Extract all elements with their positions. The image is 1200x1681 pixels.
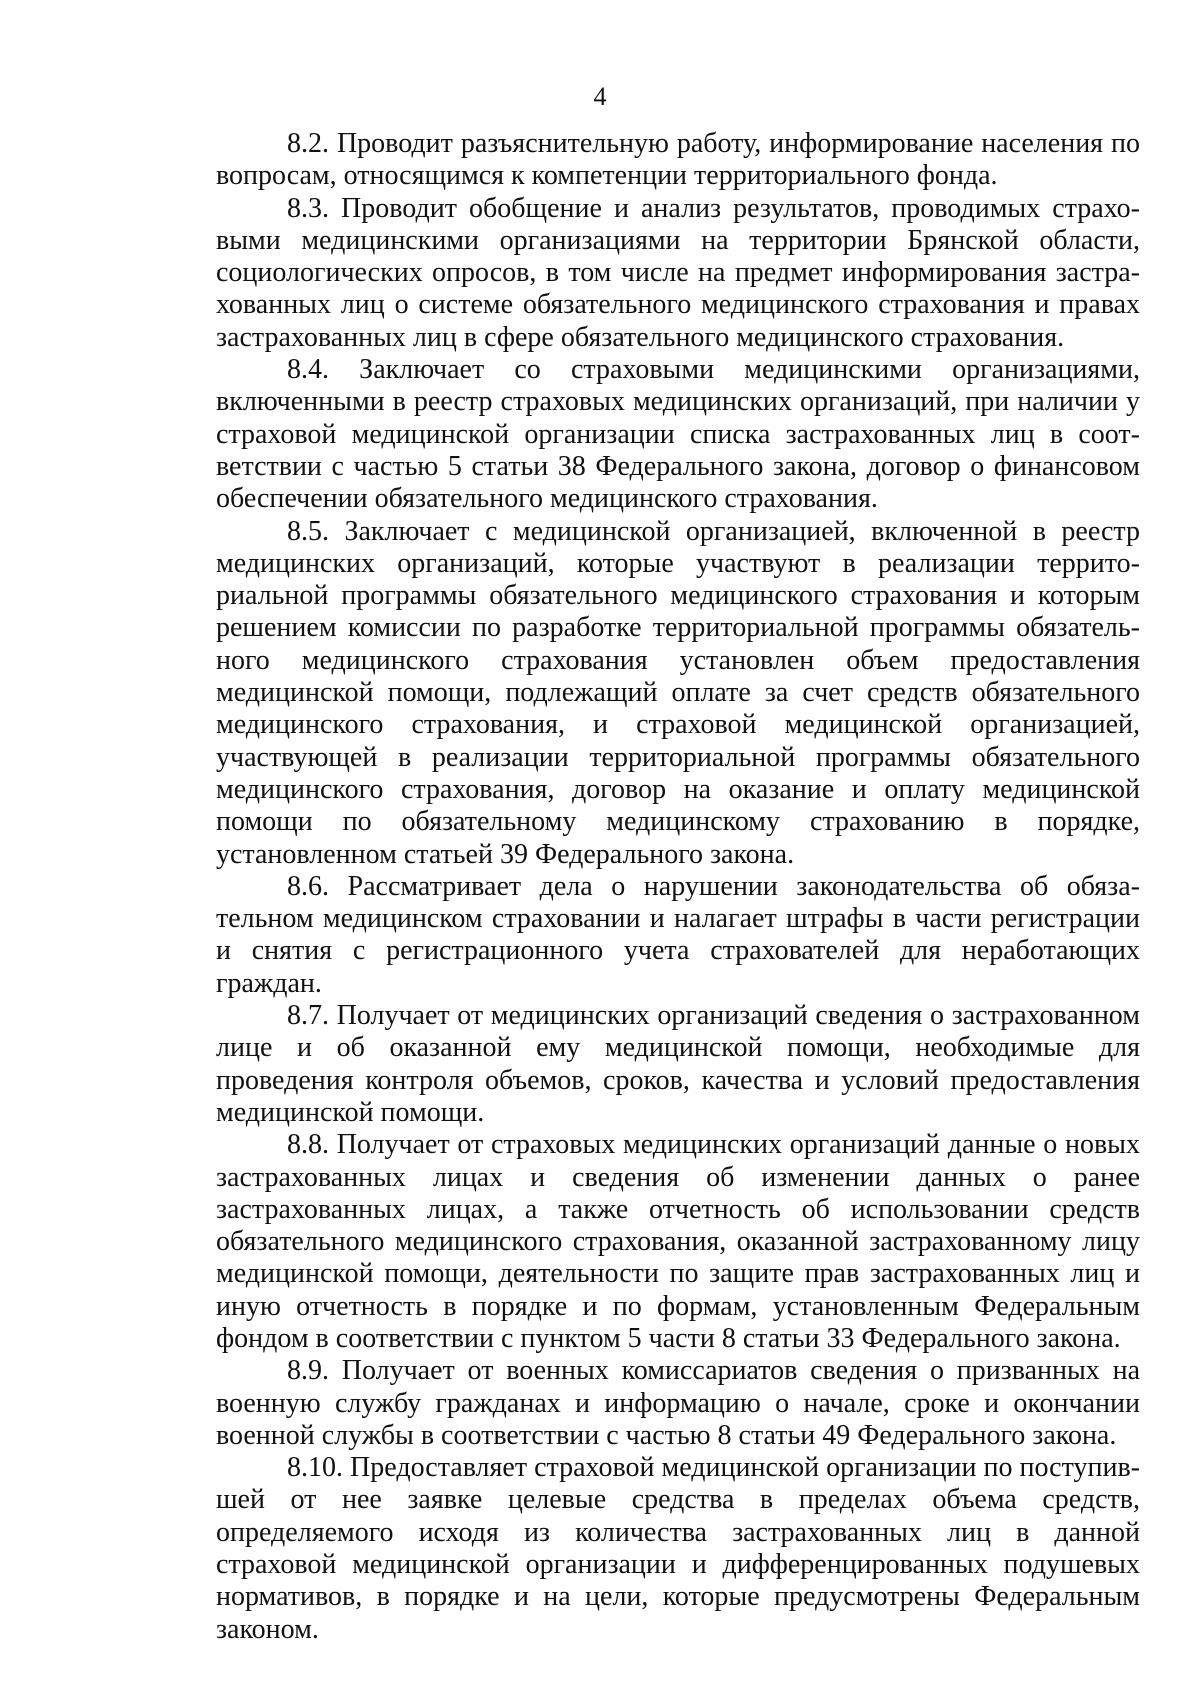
- paragraph-8-6: 8.6. Рассматривает дела о нарушении законодательства об обязательном медицинском страховании и налагает штрафы в части регистрации и снятия с регистрационного учета страхователей для неработающих граждан.: [216, 870, 1140, 999]
- paragraph-8-5: 8.5. Заключает с медицинской организацией, включенной в реестр медицинских организаций, которые участвуют в реализации территориальной программы обязательного медицинского страхования и которым решением комиссии по разработке территориальной программы обязательного медицинского страхования установлен объем предоставления медицинской помощи, подлежащий оплате за счет средств обязательного медицинского страхования, и страховой медицинской организацией, участвующей в реализации территориальной программы обязательного медицинского страхования, договор на оказание и оплату медицинской помощи по обязательному медицинскому страхованию в порядке, установленном статьей 39 Федерального закона.: [216, 515, 1140, 870]
- page-number: 4: [593, 82, 607, 111]
- paragraph-8-7: 8.7. Получает от медицинских организаций сведения о застрахованном лице и об оказанной ему медицинской помощи, необходимые для проведения контроля объемов, сроков, качества и условий предоставления медицинской помощи.: [216, 1000, 1140, 1128]
- paragraph-8-8: 8.8. Получает от страховых медицинских организаций данные о новых застрахованных лицах и сведения об изменении данных о ранее застрахованных лицах, а также отчетность об использовании средств обязательного медицинского страхования, оказанной застрахованному лицу медицинской помощи, деятельности по защите прав застрахованных лиц и иную отчетность в порядке и по формам, установленным Федеральным фондом в соответствии с пунктом 5 части 8 статьи 33 Федерального закона.: [216, 1129, 1140, 1354]
- paragraph-8-10: 8.10. Предоставляет страховой медицинской организации по поступившей от нее заявке целевые средства в пределах объема средств, определяемого исходя из количества застрахованных лиц в данной страховой медицинской организации и дифференцированных подушевых нормативов, в порядке и на цели, которые предусмотрены Федеральным законом.: [216, 1452, 1140, 1645]
- paragraph-8-9: 8.9. Получает от военных комиссариатов сведения о призванных на военную службу гражданах и информацию о начале, сроке и окончании военной службы в соответствии с частью 8 статьи 49 Федерального закона.: [216, 1355, 1140, 1451]
- paragraph-8-2: 8.2. Проводит разъяснительную работу, информирование населения по вопросам, относящимся к компетенции территориального фонда.: [216, 128, 1140, 192]
- paragraph-8-3: 8.3. Проводит обобщение и анализ результатов, проводимых страховыми медицинскими организациями на территории Брянской области, социологических опросов, в том числе на предмет информирования застрахованных лиц о системе обязательного медицинского страхования и правах застрахованных лиц в сфере обязательного медицинского страхования.: [216, 192, 1140, 353]
- document-body: [216, 128, 1140, 1646]
- paragraph-8-4: 8.4. Заключает со страховыми медицинскими организациями, включенными в реестр страховых медицинских организаций, при наличии у страховой медицинской организации списка застрахованных лиц в соответствии с частью 5 статьи 38 Федерального закона, договор о финансовом обеспечении обязательного медицинского страхования.: [216, 354, 1140, 515]
